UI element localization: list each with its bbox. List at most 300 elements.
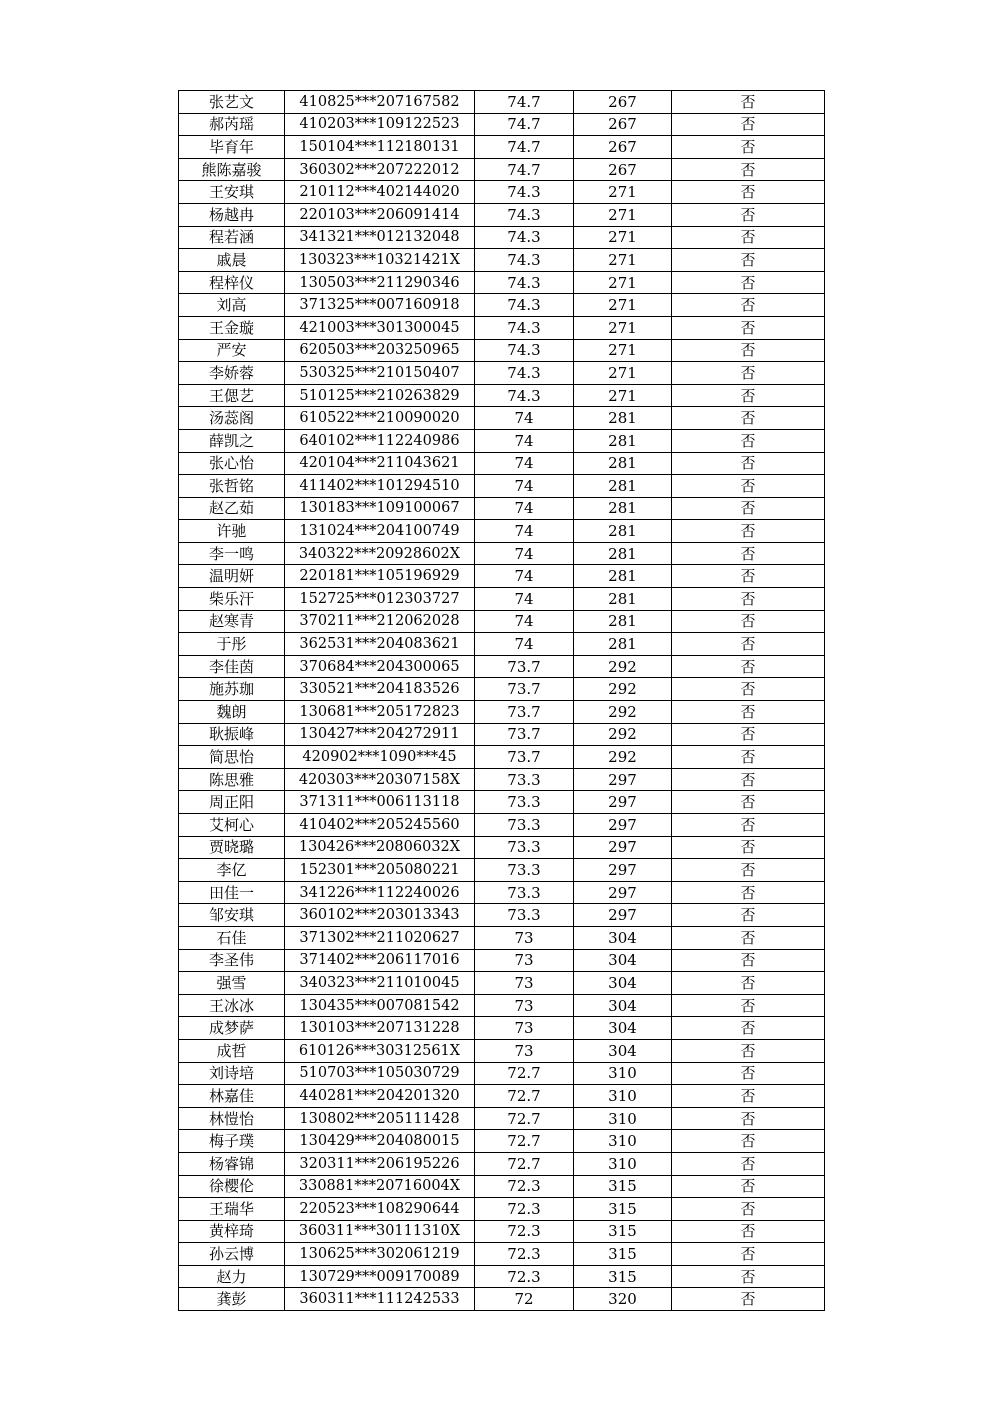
id-number-cell: 420104***211043621 [285,452,475,475]
rank-cell: 292 [574,701,672,724]
candidate-name-cell: 魏朗 [179,701,285,724]
id-number-cell: 130802***205111428 [285,1107,475,1130]
id-number-cell: 130435***007081542 [285,994,475,1017]
candidate-name-cell: 艾柯心 [179,814,285,837]
id-number-cell: 360311***30111310X [285,1220,475,1243]
status-cell: 否 [672,203,825,226]
table-row [179,542,825,565]
id-number-cell: 421003***301300045 [285,316,475,339]
score-cell: 72.3 [475,1265,574,1288]
score-cell: 73.3 [475,859,574,882]
id-number-cell: 510703***105030729 [285,1062,475,1085]
score-cell: 73.3 [475,881,574,904]
status-cell: 否 [672,362,825,385]
rank-cell: 281 [574,497,672,520]
candidate-name-cell: 黄梓琦 [179,1220,285,1243]
status-cell: 否 [672,1039,825,1062]
rank-cell: 315 [574,1243,672,1266]
candidate-name-cell: 赵乙茹 [179,497,285,520]
id-number-cell: 150104***112180131 [285,136,475,159]
table-row [179,1265,825,1288]
id-number-cell: 130729***009170089 [285,1265,475,1288]
id-number-cell: 131024***204100749 [285,520,475,543]
candidate-name-cell: 毕育年 [179,136,285,159]
status-cell: 否 [672,859,825,882]
id-number-cell: 370684***204300065 [285,655,475,678]
id-number-cell: 330881***20716004X [285,1175,475,1198]
rank-cell: 315 [574,1265,672,1288]
score-cell: 72.3 [475,1198,574,1221]
id-number-cell: 130103***207131228 [285,1017,475,1040]
status-cell: 否 [672,836,825,859]
status-cell: 否 [672,1175,825,1198]
status-cell: 否 [672,926,825,949]
score-cell: 74 [475,542,574,565]
table-row [179,1152,825,1175]
table-row [179,904,825,927]
rank-cell: 297 [574,791,672,814]
id-number-cell: 152725***012303727 [285,588,475,611]
score-cell: 72.3 [475,1243,574,1266]
candidate-name-cell: 刘诗培 [179,1062,285,1085]
table-row [179,1220,825,1243]
score-cell: 73.7 [475,655,574,678]
score-cell: 73.7 [475,746,574,769]
status-cell: 否 [672,1107,825,1130]
status-cell: 否 [672,881,825,904]
table-row [179,181,825,204]
table-row [179,723,825,746]
rank-cell: 271 [574,384,672,407]
rank-cell: 271 [574,339,672,362]
id-number-cell: 130681***205172823 [285,701,475,724]
results-table [178,90,825,1311]
id-number-cell: 330521***204183526 [285,678,475,701]
table-row [179,746,825,769]
score-cell: 74 [475,610,574,633]
score-cell: 74.3 [475,249,574,272]
rank-cell: 310 [574,1130,672,1153]
rank-cell: 304 [574,972,672,995]
candidate-name-cell: 杨睿锦 [179,1152,285,1175]
candidate-name-cell: 陈思雅 [179,768,285,791]
score-cell: 73.3 [475,904,574,927]
status-cell: 否 [672,1288,825,1311]
status-cell: 否 [672,429,825,452]
rank-cell: 297 [574,881,672,904]
rank-cell: 281 [574,520,672,543]
status-cell: 否 [672,1220,825,1243]
status-cell: 否 [672,339,825,362]
rank-cell: 271 [574,181,672,204]
candidate-name-cell: 熊陈嘉骏 [179,158,285,181]
rank-cell: 292 [574,746,672,769]
id-number-cell: 371402***206117016 [285,949,475,972]
candidate-name-cell: 林愷怡 [179,1107,285,1130]
id-number-cell: 340323***211010045 [285,972,475,995]
rank-cell: 271 [574,203,672,226]
candidate-name-cell: 张艺文 [179,91,285,114]
table-row [179,158,825,181]
score-cell: 72 [475,1288,574,1311]
id-number-cell: 152301***205080221 [285,859,475,882]
candidate-name-cell: 赵寒青 [179,610,285,633]
score-cell: 73 [475,1017,574,1040]
id-number-cell: 530325***210150407 [285,362,475,385]
status-cell: 否 [672,678,825,701]
candidate-name-cell: 薛凯之 [179,429,285,452]
rank-cell: 304 [574,1017,672,1040]
id-number-cell: 360102***203013343 [285,904,475,927]
status-cell: 否 [672,181,825,204]
candidate-name-cell: 成梦萨 [179,1017,285,1040]
table-row [179,633,825,656]
candidate-name-cell: 田佳一 [179,881,285,904]
id-number-cell: 610522***210090020 [285,407,475,430]
id-number-cell: 220181***105196929 [285,565,475,588]
id-number-cell: 220523***108290644 [285,1198,475,1221]
table-row [179,91,825,114]
id-number-cell: 220103***206091414 [285,203,475,226]
score-cell: 73.7 [475,678,574,701]
rank-cell: 271 [574,226,672,249]
id-number-cell: 410825***207167582 [285,91,475,114]
candidate-name-cell: 贾晓璐 [179,836,285,859]
score-cell: 74.3 [475,316,574,339]
table-row [179,588,825,611]
score-cell: 74 [475,452,574,475]
rank-cell: 292 [574,655,672,678]
status-cell: 否 [672,1198,825,1221]
candidate-name-cell: 周正阳 [179,791,285,814]
status-cell: 否 [672,271,825,294]
score-cell: 74.3 [475,271,574,294]
candidate-name-cell: 戚晨 [179,249,285,272]
rank-cell: 271 [574,294,672,317]
candidate-name-cell: 王瑞华 [179,1198,285,1221]
score-cell: 73.7 [475,701,574,724]
table-row [179,1062,825,1085]
status-cell: 否 [672,294,825,317]
rank-cell: 292 [574,723,672,746]
id-number-cell: 362531***204083621 [285,633,475,656]
status-cell: 否 [672,407,825,430]
table-row [179,881,825,904]
score-cell: 74 [475,520,574,543]
table-row [179,949,825,972]
score-cell: 73 [475,1039,574,1062]
candidate-name-cell: 成哲 [179,1039,285,1062]
rank-cell: 310 [574,1152,672,1175]
score-cell: 73 [475,994,574,1017]
score-cell: 74.7 [475,158,574,181]
id-number-cell: 341226***112240026 [285,881,475,904]
table-row [179,339,825,362]
status-cell: 否 [672,497,825,520]
rank-cell: 304 [574,994,672,1017]
candidate-name-cell: 王偲艺 [179,384,285,407]
table-row [179,926,825,949]
rank-cell: 304 [574,1039,672,1062]
table-row [179,475,825,498]
score-cell: 74.7 [475,91,574,114]
rank-cell: 271 [574,249,672,272]
id-number-cell: 130323***10321421X [285,249,475,272]
score-cell: 73.3 [475,791,574,814]
id-number-cell: 341321***012132048 [285,226,475,249]
id-number-cell: 320311***206195226 [285,1152,475,1175]
table-row [179,407,825,430]
candidate-name-cell: 石佳 [179,926,285,949]
status-cell: 否 [672,91,825,114]
id-number-cell: 130426***20806032X [285,836,475,859]
table-row [179,1017,825,1040]
table-row [179,565,825,588]
score-cell: 72.7 [475,1107,574,1130]
id-number-cell: 340322***20928602X [285,542,475,565]
table-row [179,994,825,1017]
id-number-cell: 371311***006113118 [285,791,475,814]
score-cell: 74 [475,497,574,520]
candidate-name-cell: 梅子璞 [179,1130,285,1153]
table-row [179,1175,825,1198]
candidate-name-cell: 李亿 [179,859,285,882]
rank-cell: 297 [574,768,672,791]
table-row [179,113,825,136]
status-cell: 否 [672,565,825,588]
table-row [179,1039,825,1062]
score-cell: 74.3 [475,226,574,249]
candidate-name-cell: 王冰冰 [179,994,285,1017]
status-cell: 否 [672,1017,825,1040]
id-number-cell: 420902***1090***45 [285,746,475,769]
candidate-name-cell: 张哲铭 [179,475,285,498]
table-row [179,701,825,724]
status-cell: 否 [672,1130,825,1153]
candidate-name-cell: 柴乐汗 [179,588,285,611]
score-cell: 73.3 [475,814,574,837]
status-cell: 否 [672,1062,825,1085]
id-number-cell: 440281***204201320 [285,1085,475,1108]
id-number-cell: 510125***210263829 [285,384,475,407]
table-row [179,814,825,837]
status-cell: 否 [672,655,825,678]
status-cell: 否 [672,226,825,249]
id-number-cell: 130429***204080015 [285,1130,475,1153]
rank-cell: 315 [574,1220,672,1243]
rank-cell: 297 [574,836,672,859]
score-cell: 74.3 [475,294,574,317]
score-cell: 74.3 [475,384,574,407]
rank-cell: 304 [574,926,672,949]
candidate-name-cell: 李一鸣 [179,542,285,565]
id-number-cell: 210112***402144020 [285,181,475,204]
score-cell: 74 [475,633,574,656]
rank-cell: 267 [574,136,672,159]
table-row [179,1130,825,1153]
table-row [179,203,825,226]
status-cell: 否 [672,113,825,136]
rank-cell: 281 [574,565,672,588]
score-cell: 74.7 [475,113,574,136]
candidate-name-cell: 龚彭 [179,1288,285,1311]
rank-cell: 281 [574,610,672,633]
score-cell: 74.3 [475,362,574,385]
id-number-cell: 371302***211020627 [285,926,475,949]
candidate-name-cell: 严安 [179,339,285,362]
rank-cell: 281 [574,475,672,498]
score-cell: 73 [475,949,574,972]
status-cell: 否 [672,249,825,272]
id-number-cell: 610126***30312561X [285,1039,475,1062]
id-number-cell: 411402***101294510 [285,475,475,498]
rank-cell: 320 [574,1288,672,1311]
status-cell: 否 [672,452,825,475]
rank-cell: 297 [574,859,672,882]
score-cell: 74 [475,429,574,452]
candidate-name-cell: 于彤 [179,633,285,656]
candidate-name-cell: 汤蕊阁 [179,407,285,430]
candidate-name-cell: 程梓仪 [179,271,285,294]
rank-cell: 281 [574,633,672,656]
id-number-cell: 420303***20307158X [285,768,475,791]
score-cell: 74.3 [475,203,574,226]
table-row [179,655,825,678]
rank-cell: 267 [574,113,672,136]
score-cell: 73 [475,926,574,949]
score-cell: 74 [475,588,574,611]
status-cell: 否 [672,1243,825,1266]
status-cell: 否 [672,972,825,995]
status-cell: 否 [672,701,825,724]
candidate-name-cell: 李娇蓉 [179,362,285,385]
rank-cell: 271 [574,316,672,339]
table-row [179,249,825,272]
rank-cell: 267 [574,91,672,114]
rank-cell: 310 [574,1085,672,1108]
table-row [179,384,825,407]
id-number-cell: 360302***207222012 [285,158,475,181]
table-row [179,271,825,294]
candidate-name-cell: 温明妍 [179,565,285,588]
table-row [179,452,825,475]
candidate-name-cell: 赵力 [179,1265,285,1288]
candidate-name-cell: 王金璇 [179,316,285,339]
candidate-name-cell: 邹安琪 [179,904,285,927]
table-row [179,429,825,452]
rank-cell: 315 [574,1175,672,1198]
status-cell: 否 [672,746,825,769]
table-row [179,294,825,317]
table-row [179,1107,825,1130]
status-cell: 否 [672,1152,825,1175]
status-cell: 否 [672,949,825,972]
table-row [179,610,825,633]
candidate-name-cell: 施苏珈 [179,678,285,701]
candidate-name-cell: 孙云博 [179,1243,285,1266]
rank-cell: 267 [574,158,672,181]
table-row [179,836,825,859]
id-number-cell: 370211***212062028 [285,610,475,633]
candidate-name-cell: 刘高 [179,294,285,317]
candidate-name-cell: 李圣伟 [179,949,285,972]
status-cell: 否 [672,136,825,159]
rank-cell: 271 [574,271,672,294]
table-row [179,859,825,882]
table-row [179,768,825,791]
status-cell: 否 [672,723,825,746]
table-row [179,497,825,520]
rank-cell: 281 [574,452,672,475]
score-cell: 74.3 [475,339,574,362]
status-cell: 否 [672,384,825,407]
status-cell: 否 [672,904,825,927]
score-cell: 72.7 [475,1130,574,1153]
candidate-name-cell: 徐樱伦 [179,1175,285,1198]
candidate-name-cell: 林嘉佳 [179,1085,285,1108]
candidate-name-cell: 郝芮瑶 [179,113,285,136]
candidate-name-cell: 程若涵 [179,226,285,249]
status-cell: 否 [672,814,825,837]
score-cell: 74 [475,565,574,588]
rank-cell: 292 [574,678,672,701]
score-cell: 72.3 [475,1220,574,1243]
score-cell: 74.7 [475,136,574,159]
id-number-cell: 410402***205245560 [285,814,475,837]
score-cell: 72.7 [475,1152,574,1175]
score-cell: 72.7 [475,1062,574,1085]
rank-cell: 281 [574,542,672,565]
status-cell: 否 [672,791,825,814]
rank-cell: 281 [574,407,672,430]
table-row [179,678,825,701]
candidate-name-cell: 王安琪 [179,181,285,204]
score-cell: 73.3 [475,836,574,859]
results-table-body [179,91,825,1311]
status-cell: 否 [672,475,825,498]
table-row [179,1198,825,1221]
rank-cell: 297 [574,904,672,927]
table-row [179,972,825,995]
candidate-name-cell: 张心怡 [179,452,285,475]
id-number-cell: 130625***302061219 [285,1243,475,1266]
id-number-cell: 130503***211290346 [285,271,475,294]
score-cell: 73 [475,972,574,995]
candidate-name-cell: 强雪 [179,972,285,995]
id-number-cell: 130427***204272911 [285,723,475,746]
rank-cell: 281 [574,429,672,452]
rank-cell: 304 [574,949,672,972]
status-cell: 否 [672,1085,825,1108]
table-row [179,791,825,814]
status-cell: 否 [672,610,825,633]
status-cell: 否 [672,158,825,181]
score-cell: 74 [475,475,574,498]
table-row [179,1243,825,1266]
rank-cell: 281 [574,588,672,611]
score-cell: 74.3 [475,181,574,204]
status-cell: 否 [672,768,825,791]
id-number-cell: 410203***109122523 [285,113,475,136]
score-cell: 74 [475,407,574,430]
candidate-name-cell: 简思怡 [179,746,285,769]
status-cell: 否 [672,316,825,339]
rank-cell: 297 [574,814,672,837]
status-cell: 否 [672,633,825,656]
score-cell: 73.7 [475,723,574,746]
table-row [179,136,825,159]
status-cell: 否 [672,520,825,543]
